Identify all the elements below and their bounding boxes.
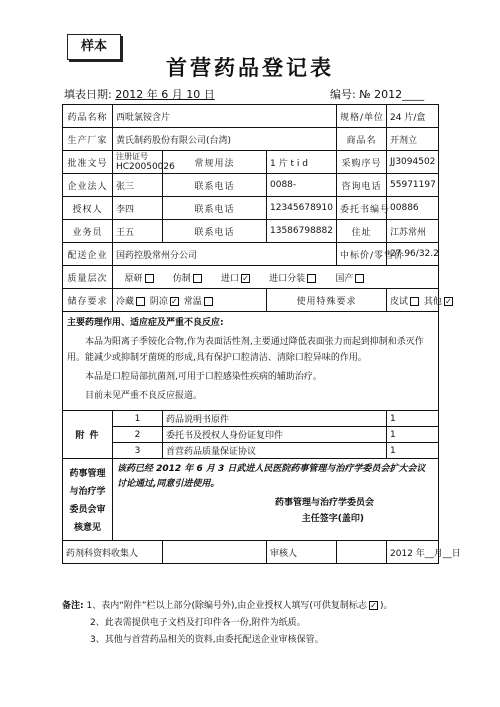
table-row: 储存要求 冷藏 阴凉 ✓ 常温 使用特殊要求 皮试 其他 ✓: [63, 289, 439, 312]
checkbox-cool[interactable]: ✓: [171, 296, 178, 306]
fill-date: 填表日期: 2012 年 6 月 10 日: [64, 88, 215, 101]
table-row: [63, 541, 439, 564]
checkbox-room-temp[interactable]: [204, 297, 213, 306]
usage[interactable]: 1 片 t i d: [267, 151, 337, 174]
table-row: 质量层次 原研 仿制 进口 ✓ 进口分装 国产: [63, 266, 439, 289]
collector-value[interactable]: [163, 541, 267, 564]
sample-stamp: 样本: [67, 34, 121, 60]
address[interactable]: 江苏常州: [387, 220, 439, 243]
table-row: 附 件 1 药品说明书原件 1: [63, 411, 439, 427]
registration-table: [62, 104, 461, 564]
spec[interactable]: 24 片/盒: [387, 105, 439, 128]
maker[interactable]: 黄氏制药股份有限公司(台湾): [113, 128, 337, 151]
special-requirements: 皮试 其他 ✓: [387, 289, 439, 312]
phone-legal[interactable]: 0088-: [267, 174, 337, 197]
approval-number[interactable]: 注册证号 HC20050026: [113, 151, 163, 174]
checkbox-original[interactable]: [145, 274, 154, 283]
attachment-item: 首营药品质量保证协议: [163, 443, 387, 459]
attachment-item: 委托书及授权人身份证复印件: [163, 427, 387, 443]
inquiry-phone[interactable]: 55971197: [387, 174, 439, 197]
table-row: 批准文号 注册证号 HC20050026 常规用法 1 片 t i d 采购序号 JJ3094502: [63, 151, 439, 174]
checkbox-imported[interactable]: ✓: [242, 273, 249, 283]
distributor[interactable]: 国药控股常州分公司: [113, 243, 337, 266]
reviewer-value[interactable]: [337, 541, 387, 564]
salesperson[interactable]: 王五: [113, 220, 163, 243]
table-row: 生产厂家 黄氏制药股份有限公司(台湾) 商品名 开剂立: [63, 128, 439, 151]
table-row: 配送企业 国药控股常州分公司 中标价/零售价 27.96/32.2: [63, 243, 439, 266]
table-row: [63, 459, 439, 541]
price[interactable]: 27.96/32.2: [387, 243, 439, 266]
table-row: 3 首营药品质量保证协议 1: [63, 443, 439, 459]
phone-auth[interactable]: 12345678910: [267, 197, 337, 220]
table-row: 2 委托书及授权人身份证复印件 1: [63, 427, 439, 443]
attachments-label: 附 件: [63, 411, 113, 459]
checkbox-refrigerate[interactable]: [136, 297, 145, 306]
attachment-item: 药品说明书原件: [163, 411, 387, 427]
storage-requirements: 冷藏 阴凉 ✓ 常温: [113, 289, 267, 312]
reviewer-label: 审核人: [267, 541, 337, 564]
checkbox-imported-packaged[interactable]: [307, 274, 316, 283]
checkbox-other[interactable]: ✓: [445, 296, 452, 306]
notes: 备注: 1、表内“附件”栏以上部分(除编号外),由企业授权人填写(可供复制标志 ✓ )。 2、此表需提供电子文档及打印件各一份,附件为纸质。 3、其他与首营药品相关的资料,由委托配送企业审核保管。: [62, 601, 393, 645]
authorized-person[interactable]: 李四: [113, 197, 163, 220]
quality-level: 原研 仿制 进口 ✓ 进口分装 国产: [113, 266, 439, 289]
form-number: 编号: № 2012____: [330, 88, 425, 101]
table-row: 业务员 王五 联系电话 13586798882 住址 江苏常州: [63, 220, 439, 243]
form-title: 首营药品登记表: [166, 56, 334, 80]
phone-sales[interactable]: 13586798882: [267, 220, 337, 243]
trade-name[interactable]: 开剂立: [387, 128, 439, 151]
proxy-number[interactable]: 00886: [387, 197, 439, 220]
table-row: 授权人 李四 联系电话 12345678910 委托书编号 00886: [63, 197, 439, 220]
collector-label: 药剂科资料收集人: [63, 541, 163, 564]
drug-name[interactable]: 西吡氯铵含片: [113, 105, 337, 128]
indications-section: 主要药理作用、适应症及严重不良反应: 本品为阳离子季铵化合物,作为表面活性剂,主要通过降低表面张力而起到抑制和杀灭作用。能减少或抑制牙菌斑的形成,具有保护口腔清洁、清除口腔异味的作用。 本品是口腔局部抗菌剂,可用于口腔感染性疾病的辅助治疗。 目前未见严重不良反应报道。: [63, 312, 439, 411]
table-row: 企业法人 张三 联系电话 0088- 咨询电话 55971197: [63, 174, 439, 197]
committee-label: 药事管理与治疗学委员会审核意见: [63, 459, 113, 541]
checkbox-skin-test[interactable]: [410, 297, 419, 306]
table-row: 药品名称 西吡氯铵含片 规格/单位 24 片/盒: [63, 105, 439, 128]
copy-mark-checkbox: ✓: [370, 601, 377, 610]
purchase-number[interactable]: JJ3094502: [387, 151, 439, 174]
legal-person[interactable]: 张三: [113, 174, 163, 197]
checkbox-generic[interactable]: [193, 274, 202, 283]
table-row: [63, 312, 439, 411]
review-date[interactable]: 2012 年__月__日: [387, 541, 439, 564]
committee-opinion: 该药已经 2012 年 6 月 3 日武进人民医院药事管理与治疗学委员会扩大会议讨论通过,同意引进使用。 药事管理与治疗学委员会 主任签字(盖印): [113, 459, 439, 541]
checkbox-domestic[interactable]: [355, 274, 364, 283]
